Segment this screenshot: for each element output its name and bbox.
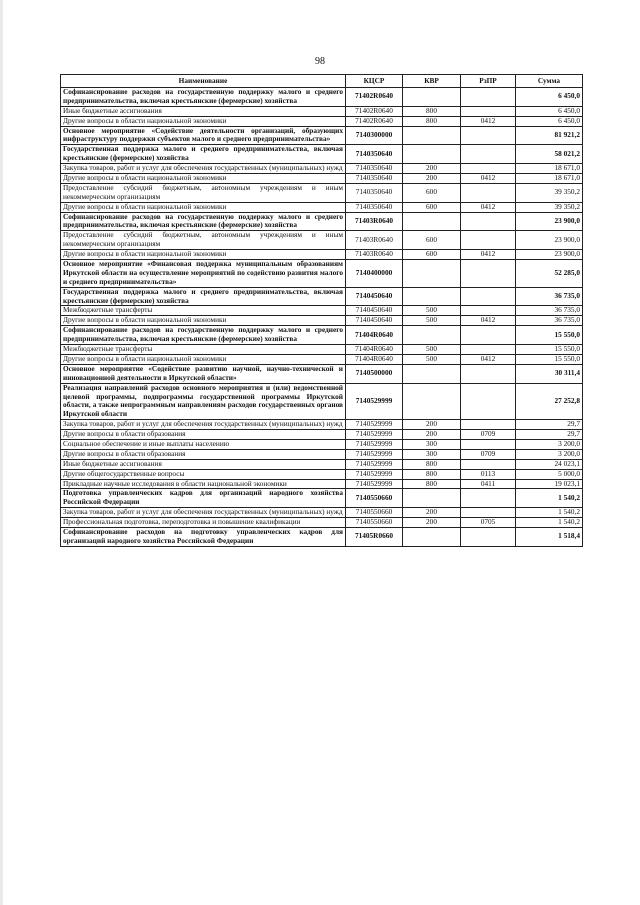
- row-sum: 6 450,0: [516, 88, 583, 107]
- row-kcsr: 7140350640: [346, 202, 403, 212]
- row-rzpr: 0412: [461, 354, 516, 364]
- table-row: [61, 459, 583, 469]
- row-sum: 23 900,0: [516, 212, 583, 231]
- row-name: Софинансирование расходов на подготовку управленческих кадров для организаций народного хозяйства Российской Федерации: [61, 527, 346, 546]
- row-kvr: [403, 126, 461, 145]
- table-row: [61, 260, 583, 288]
- row-sum: 15 550,0: [516, 326, 583, 345]
- row-kcsr: 7140350640: [346, 174, 403, 184]
- row-name: Предоставление субсидий бюджетным, автономным учреждениям и иным некоммерческим организациям: [61, 231, 346, 250]
- table-row: [61, 345, 583, 355]
- row-kvr: 200: [403, 430, 461, 440]
- scan-edge: [0, 0, 3, 905]
- table-row: [61, 202, 583, 212]
- row-kcsr: 7140550660: [346, 518, 403, 528]
- row-name: Закупка товаров, работ и услуг для обеспечения государственных (муниципальных) нужд: [61, 420, 346, 430]
- row-rzpr: [461, 260, 516, 288]
- row-rzpr: [461, 459, 516, 469]
- row-kvr: 500: [403, 345, 461, 355]
- header-rzpr: РзПР: [461, 75, 516, 88]
- row-name: Софинансирование расходов на государственную поддержку малого и среднего предпринимательства, включая крестьянские (фермерские) хозяйства: [61, 212, 346, 231]
- row-sum: 23 900,0: [516, 250, 583, 260]
- row-sum: 29,7: [516, 430, 583, 440]
- row-sum: 81 921,2: [516, 126, 583, 145]
- row-kcsr: 7140550660: [346, 489, 403, 508]
- table-row: [61, 527, 583, 546]
- row-kcsr: 71405R0660: [346, 527, 403, 546]
- row-rzpr: [461, 489, 516, 508]
- row-kcsr: 7140300000: [346, 126, 403, 145]
- table-row: [61, 469, 583, 479]
- row-kvr: 200: [403, 508, 461, 518]
- row-sum: 15 550,0: [516, 345, 583, 355]
- row-kcsr: 7140450640: [346, 306, 403, 316]
- header-sum: Сумма: [516, 75, 583, 88]
- row-sum: 15 550,0: [516, 354, 583, 364]
- row-sum: 24 023,1: [516, 459, 583, 469]
- row-name: Основное мероприятие «Содействие развитию научной, научно-технической и инновационной деятельности в Иркутской области»: [61, 364, 346, 383]
- row-name: Основное мероприятие «Финансовая поддержка муниципальным образованиям Иркутской области на осуществление мероприятий по содействию развития малого и среднего предпринимательства»: [61, 260, 346, 288]
- row-rzpr: 0412: [461, 116, 516, 126]
- row-kcsr: 71404R0640: [346, 326, 403, 345]
- table-row: [61, 383, 583, 420]
- row-rzpr: 0412: [461, 250, 516, 260]
- table-row: [61, 183, 583, 202]
- row-kvr: 800: [403, 479, 461, 489]
- row-rzpr: [461, 88, 516, 107]
- row-name: Подготовка управленческих кадров для организаций народного хозяйства Российской Федерации: [61, 489, 346, 508]
- row-sum: 6 450,0: [516, 106, 583, 116]
- row-rzpr: [461, 364, 516, 383]
- row-kvr: [403, 527, 461, 546]
- row-name: Иные бюджетные ассигнования: [61, 459, 346, 469]
- row-kvr: 600: [403, 183, 461, 202]
- row-sum: 1 540,2: [516, 508, 583, 518]
- row-kvr: [403, 145, 461, 164]
- row-kvr: 200: [403, 420, 461, 430]
- row-kvr: [403, 260, 461, 288]
- table-row: [61, 518, 583, 528]
- row-rzpr: [461, 527, 516, 546]
- row-kcsr: 71404R0640: [346, 354, 403, 364]
- row-sum: 6 450,0: [516, 116, 583, 126]
- row-sum: 30 311,4: [516, 364, 583, 383]
- row-rzpr: 0412: [461, 174, 516, 184]
- row-kvr: 500: [403, 306, 461, 316]
- row-sum: 58 021,2: [516, 145, 583, 164]
- row-name: Закупка товаров, работ и услуг для обеспечения государственных (муниципальных) нужд: [61, 508, 346, 518]
- table-row: [61, 364, 583, 383]
- row-kcsr: 7140529999: [346, 430, 403, 440]
- row-rzpr: [461, 106, 516, 116]
- table-row: [61, 354, 583, 364]
- row-kcsr: 7140450640: [346, 287, 403, 306]
- row-name: Государственная поддержка малого и среднего предпринимательства, включая крестьянские (фермерские) хозяйства: [61, 145, 346, 164]
- page-number: 98: [315, 56, 325, 67]
- row-rzpr: 0411: [461, 479, 516, 489]
- row-kvr: 500: [403, 354, 461, 364]
- row-rzpr: [461, 126, 516, 145]
- row-rzpr: 0113: [461, 469, 516, 479]
- row-kvr: 200: [403, 518, 461, 528]
- row-kvr: 300: [403, 439, 461, 449]
- row-kvr: [403, 383, 461, 420]
- row-name: Софинансирование расходов на государственную поддержку малого и среднего предпринимательства, включая крестьянские (фермерские) хозяйства: [61, 326, 346, 345]
- row-kcsr: 71402R0640: [346, 116, 403, 126]
- row-kcsr: 7140350640: [346, 164, 403, 174]
- row-kvr: 200: [403, 174, 461, 184]
- row-kcsr: 71404R0640: [346, 345, 403, 355]
- row-kcsr: 7140529999: [346, 383, 403, 420]
- row-name: Софинансирование расходов на государственную поддержку малого и среднего предпринимательства, включая крестьянские (фермерские) хозяйства: [61, 88, 346, 107]
- row-name: Основное мероприятие «Содействие деятельности организаций, образующих инфраструктуру поддержки субъектов малого и среднего предпринимательства»: [61, 126, 346, 145]
- row-name: Другие вопросы в области национальной экономики: [61, 116, 346, 126]
- row-name: Другие вопросы в области национальной экономики: [61, 174, 346, 184]
- row-name: Другие вопросы в области национальной экономики: [61, 202, 346, 212]
- row-rzpr: 0412: [461, 202, 516, 212]
- row-kvr: 600: [403, 231, 461, 250]
- row-kcsr: 7140529999: [346, 439, 403, 449]
- table-row: [61, 489, 583, 508]
- row-kvr: [403, 287, 461, 306]
- header-name: Наименование: [61, 75, 346, 88]
- row-name: Государственная поддержка малого и среднего предпринимательства, включая крестьянские (фермерские) хозяйства: [61, 287, 346, 306]
- row-rzpr: 0705: [461, 518, 516, 528]
- row-kvr: 800: [403, 116, 461, 126]
- row-kvr: [403, 364, 461, 383]
- row-kcsr: 7140529999: [346, 449, 403, 459]
- table-body: [61, 88, 583, 547]
- table-row: [61, 145, 583, 164]
- row-name: Другие вопросы в области образования: [61, 430, 346, 440]
- row-kcsr: 7140450640: [346, 316, 403, 326]
- row-sum: 3 200,0: [516, 449, 583, 459]
- row-sum: 23 900,0: [516, 231, 583, 250]
- budget-table: [60, 74, 583, 547]
- row-rzpr: [461, 439, 516, 449]
- row-name: Межбюджетные трансферты: [61, 345, 346, 355]
- row-sum: 39 350,2: [516, 202, 583, 212]
- row-kcsr: 7140529999: [346, 420, 403, 430]
- row-kcsr: 7140550660: [346, 508, 403, 518]
- row-kvr: [403, 88, 461, 107]
- row-rzpr: 0709: [461, 449, 516, 459]
- row-name: Социальное обеспечение и иные выплаты населению: [61, 439, 346, 449]
- row-sum: 36 735,0: [516, 306, 583, 316]
- row-kcsr: 7140529999: [346, 469, 403, 479]
- row-sum: 36 735,0: [516, 316, 583, 326]
- row-rzpr: [461, 345, 516, 355]
- row-name: Иные бюджетные ассигнования: [61, 106, 346, 116]
- row-sum: 18 671,0: [516, 164, 583, 174]
- row-sum: 1 518,4: [516, 527, 583, 546]
- row-name: Другие вопросы в области образования: [61, 449, 346, 459]
- table-row: [61, 287, 583, 306]
- row-rzpr: [461, 183, 516, 202]
- row-kcsr: 71403R0640: [346, 212, 403, 231]
- row-kvr: 200: [403, 164, 461, 174]
- row-sum: 1 540,2: [516, 489, 583, 508]
- row-name: Прикладные научные исследования в области национальной экономики: [61, 479, 346, 489]
- row-kvr: 500: [403, 316, 461, 326]
- row-sum: 5 000,0: [516, 469, 583, 479]
- row-name: Другие вопросы в области национальной экономики: [61, 250, 346, 260]
- header-kvr: КВР: [403, 75, 461, 88]
- table-row: [61, 174, 583, 184]
- row-kvr: [403, 489, 461, 508]
- row-sum: 52 285,0: [516, 260, 583, 288]
- row-rzpr: [461, 326, 516, 345]
- row-name: Другие вопросы в области национальной экономики: [61, 354, 346, 364]
- row-name: Другие вопросы в области национальной экономики: [61, 316, 346, 326]
- row-kvr: 800: [403, 469, 461, 479]
- table-row: [61, 326, 583, 345]
- table-row: [61, 430, 583, 440]
- row-rzpr: [461, 231, 516, 250]
- row-kcsr: 71402R0640: [346, 106, 403, 116]
- row-kvr: 800: [403, 459, 461, 469]
- table-row: [61, 126, 583, 145]
- row-rzpr: [461, 145, 516, 164]
- row-sum: 18 671,0: [516, 174, 583, 184]
- row-name: Межбюджетные трансферты: [61, 306, 346, 316]
- table-header-row: [61, 75, 583, 88]
- row-sum: 36 735,0: [516, 287, 583, 306]
- row-sum: 1 540,2: [516, 518, 583, 528]
- row-name: Реализация направлений расходов основного мероприятия и (или) ведомственной целевой программы, подпрограммы государственной программы Иркутской области, а также непрограммным направлениям расходов государственных органов Иркутской области: [61, 383, 346, 420]
- row-sum: 19 023,1: [516, 479, 583, 489]
- table-row: [61, 231, 583, 250]
- row-rzpr: [461, 287, 516, 306]
- table-row: [61, 88, 583, 107]
- row-name: Закупка товаров, работ и услуг для обеспечения государственных (муниципальных) нужд: [61, 164, 346, 174]
- row-kcsr: 71403R0640: [346, 250, 403, 260]
- row-kcsr: 71402R0640: [346, 88, 403, 107]
- row-kcsr: 7140529999: [346, 459, 403, 469]
- row-sum: 39 350,2: [516, 183, 583, 202]
- row-sum: 27 252,8: [516, 383, 583, 420]
- row-kvr: 300: [403, 449, 461, 459]
- row-name: Профессиональная подготовка, переподготовка и повышение квалификации: [61, 518, 346, 528]
- row-kvr: 600: [403, 202, 461, 212]
- row-sum: 3 200,0: [516, 439, 583, 449]
- row-kcsr: 7140350640: [346, 145, 403, 164]
- row-kvr: [403, 212, 461, 231]
- row-kcsr: 71403R0640: [346, 231, 403, 250]
- table-row: [61, 116, 583, 126]
- row-name: Другие общегосударственные вопросы: [61, 469, 346, 479]
- row-name: Предоставление субсидий бюджетным, автономным учреждениям и иным некоммерческим организациям: [61, 183, 346, 202]
- row-kvr: 600: [403, 250, 461, 260]
- table-row: [61, 212, 583, 231]
- row-kcsr: 7140500000: [346, 364, 403, 383]
- row-kvr: [403, 326, 461, 345]
- row-rzpr: 0412: [461, 316, 516, 326]
- row-kcsr: 7140529999: [346, 479, 403, 489]
- header-kcsr: КЦСР: [346, 75, 403, 88]
- row-rzpr: [461, 212, 516, 231]
- row-rzpr: 0709: [461, 430, 516, 440]
- table-row: [61, 439, 583, 449]
- row-kcsr: 7140350640: [346, 183, 403, 202]
- row-kcsr: 7140400000: [346, 260, 403, 288]
- row-rzpr: [461, 383, 516, 420]
- row-sum: 29,7: [516, 420, 583, 430]
- table-row: [61, 106, 583, 116]
- table-row: [61, 449, 583, 459]
- row-kvr: 800: [403, 106, 461, 116]
